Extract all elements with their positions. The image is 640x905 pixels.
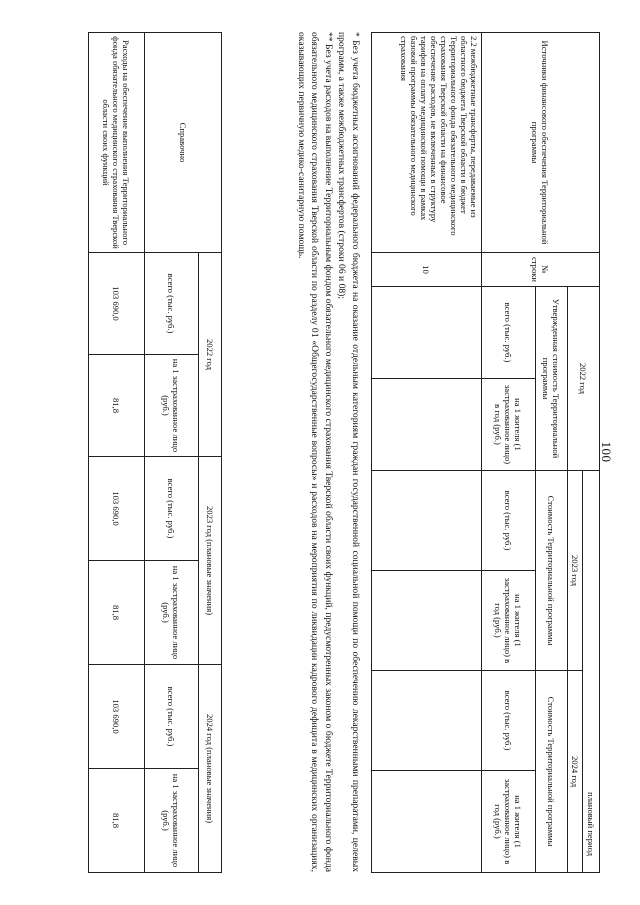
header-cost-2024: Стоимость Территориальной программы [536, 671, 568, 873]
ref-header-2024-total: всего (тыс. руб.) [145, 665, 199, 769]
table-row [89, 33, 145, 873]
ref-header-2022-per: на 1 застрахованное лицо (руб.) [145, 355, 199, 457]
cell-2023-per [372, 571, 482, 671]
ref-cell-2024-total: 103 690,0 [89, 665, 145, 769]
header-cost-2023: Стоимость Территориальной программы [536, 471, 568, 671]
cell-2024-per [372, 771, 482, 873]
row-number: 10 [372, 253, 482, 287]
ref-header-2023: 2023 год (плановые значения) [199, 457, 222, 665]
ref-header-2022: 2022 год [199, 253, 222, 457]
table-row [372, 33, 482, 873]
header-approved-cost: Утвержденная стоимость Территориальной программы [536, 287, 568, 471]
rotated-page-content [40, 22, 600, 882]
ref-cell-2022-total: 103 690,0 [89, 253, 145, 355]
financing-sources-table [371, 32, 600, 873]
header-planning-period: плановый период [583, 471, 600, 873]
footnote-2: ** Без учета расходов на выполнение Территориальным фондом обязательного медицинского страхования Тверской области своих функций, предусмотренных законом о бюджете Территориального фонда обязательного медицинского страхования Тверской области по разделу 01 «Общегосударственные вопросы» и расходов на мероприятия по ликвидации кадрового дефицита в медицинских организациях, оказывающих первичную медико-санитарную помощь. [295, 32, 334, 872]
row-source-label: 2.2 межбюджетные трансферты, передаваемые из областного бюджета Тверской области в бюджет Территориального фонда обязательного медицинского страхования Тверской области на финансовое обеспечение расходов, не включенных в структуру тарифов на оплату медицинской помощи в рамках базовой программы обязательного медицинского страхования [372, 33, 482, 253]
ref-cell-2023-per: 81,8 [89, 561, 145, 665]
ref-cell-2022-per: 81,8 [89, 355, 145, 457]
ref-cell-2023-total: 103 690,0 [89, 457, 145, 561]
header-2023-total: всего (тыс. руб.) [482, 471, 536, 571]
page-number: 100 [599, 441, 614, 463]
cell-2022-total [372, 287, 482, 379]
header-2023-per: на 1 жителя (1 застрахованное лицо) в год (руб.) [482, 571, 536, 671]
header-2024-total: всего (тыс. руб.) [482, 671, 536, 771]
cell-2024-total [372, 671, 482, 771]
ref-header-2023-total: всего (тыс. руб.) [145, 457, 199, 561]
ref-header-2024-per: на 1 застрахованное лицо (руб.) [145, 769, 199, 873]
header-2022-total: всего (тыс. руб.) [482, 287, 536, 379]
ref-cell-2024-per: 81,8 [89, 769, 145, 873]
ref-row-label: Расходы на обеспечение выполнения Территориального фонда обязательного медицинского страхования Тверской области своих функций [89, 33, 145, 253]
header-2024-per: на 1 жителя (1 застрахованное лицо) в год (руб.) [482, 771, 536, 873]
cell-2023-total [372, 471, 482, 571]
header-row-no: № строки [482, 253, 600, 287]
header-reference: Справочно [145, 33, 222, 253]
reference-table [88, 32, 222, 873]
footnotes [294, 32, 362, 872]
cell-2022-per [372, 379, 482, 471]
header-source: Источники финансового обеспечения Территориальной программы [482, 33, 600, 253]
header-year-2022: 2022 год [568, 287, 600, 471]
footnote-1: * Без учета бюджетных ассигнований федерального бюджета на оказание отдельным категориям граждан государственной социальной помощи по обеспечению лекарственными препаратами, целевых программ, а также межбюджетных трансфертов (строки 06 и 08); [336, 32, 361, 872]
ref-header-2023-per: на 1 застрахованное лицо (руб.) [145, 561, 199, 665]
header-year-2024: 2024 год [568, 671, 583, 873]
header-year-2023: 2023 год [568, 471, 583, 671]
header-2022-per: на 1 жителя (1 застрахованное лицо) в год (руб.) [482, 379, 536, 471]
ref-header-2022-total: всего (тыс. руб.) [145, 253, 199, 355]
ref-header-2024: 2024 год (плановые значения) [199, 665, 222, 873]
